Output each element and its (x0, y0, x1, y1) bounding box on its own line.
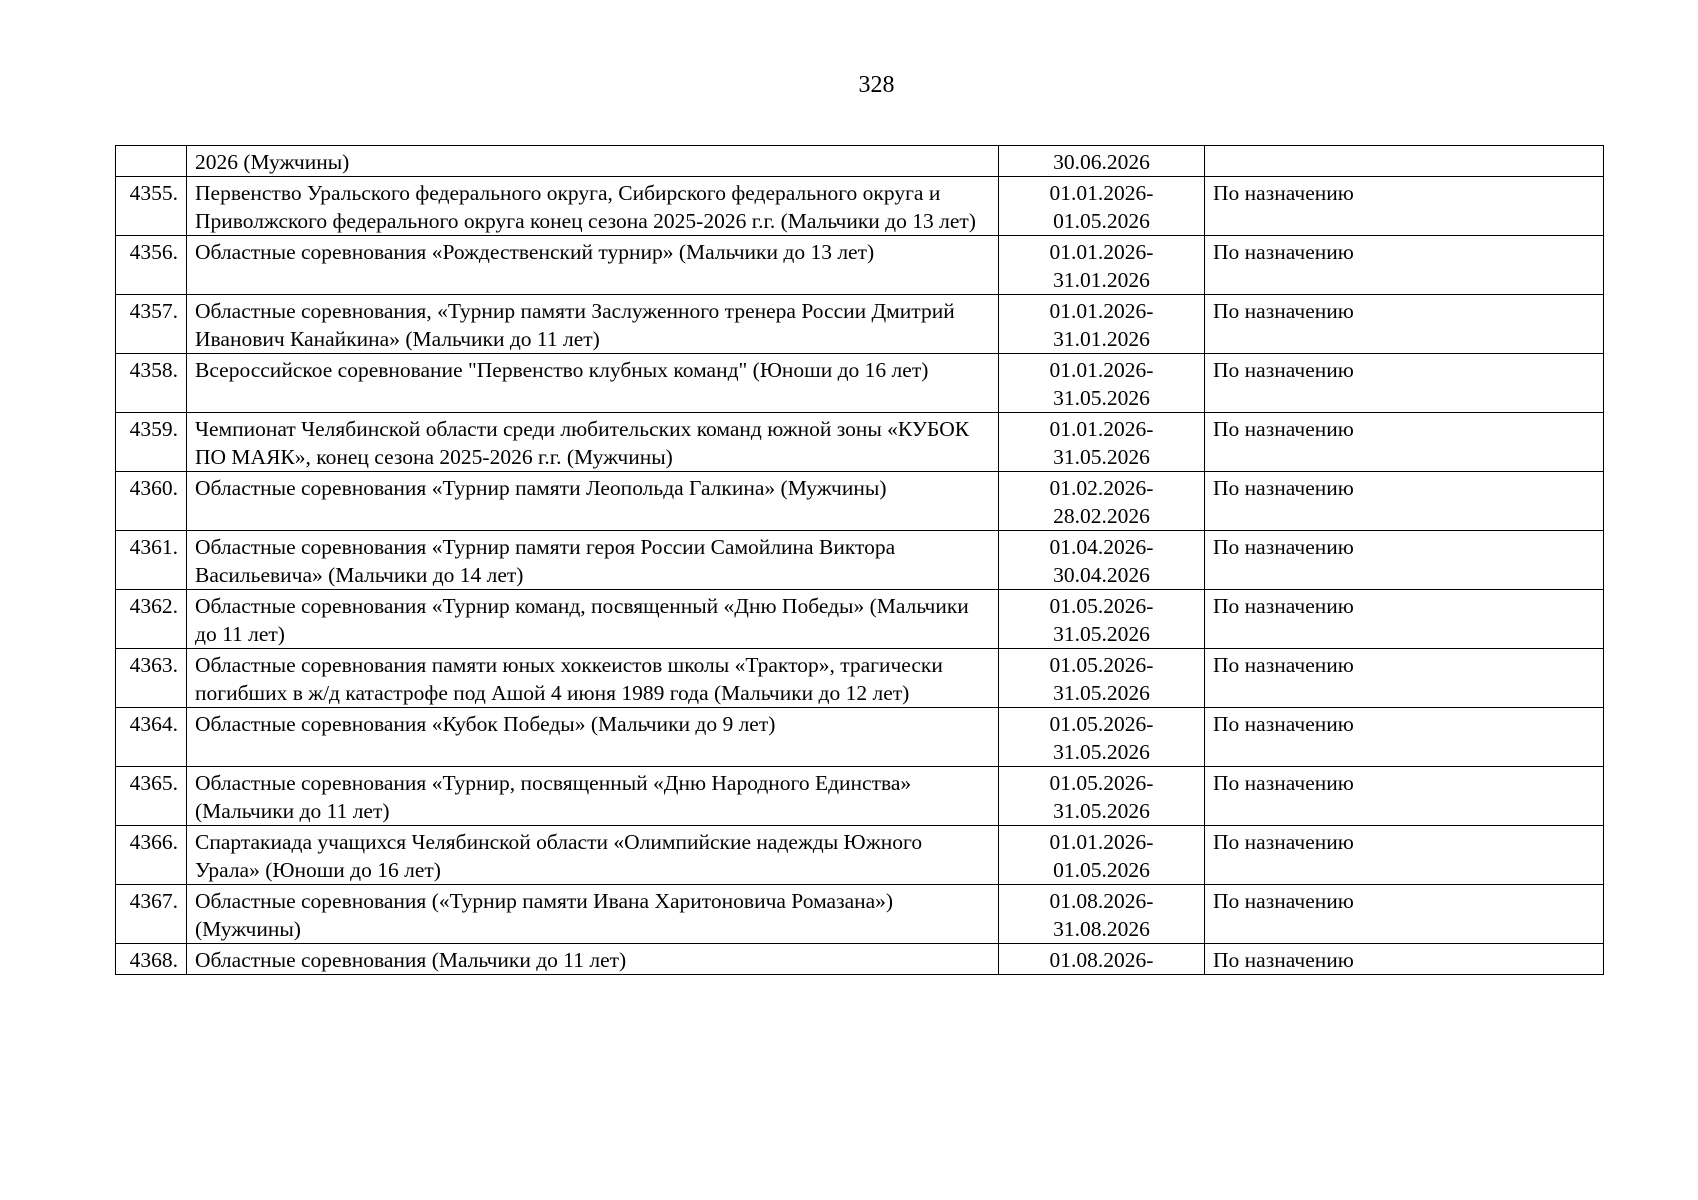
event-number: 4367. (116, 885, 187, 944)
event-place: По назначению (1205, 413, 1604, 472)
event-name: Областные соревнования («Турнир памяти Ивана Харитоновича Ромазана») (Мужчины) (187, 885, 999, 944)
event-place: По назначению (1205, 236, 1604, 295)
date-end: 31.01.2026 (1053, 327, 1150, 351)
event-name: Областные соревнования «Кубок Победы» (Мальчики до 9 лет) (187, 708, 999, 767)
event-number (116, 146, 187, 177)
event-name: Областные соревнования «Турнир команд, посвященный «Дню Победы» (Мальчики до 11 лет) (187, 590, 999, 649)
date-start: 30.06.2026 (1053, 150, 1150, 174)
event-name: Всероссийское соревнование "Первенство клубных команд" (Юноши до 16 лет) (187, 354, 999, 413)
table-row (116, 354, 1604, 413)
table-row (116, 767, 1604, 826)
date-start: 01.01.2026- (1049, 830, 1154, 854)
event-number: 4362. (116, 590, 187, 649)
event-dates (999, 472, 1205, 531)
event-dates (999, 177, 1205, 236)
event-place (1205, 146, 1604, 177)
event-number: 4360. (116, 472, 187, 531)
event-number: 4356. (116, 236, 187, 295)
date-end: 31.08.2026 (1053, 917, 1150, 941)
event-name: Областные соревнования, «Турнир памяти Заслуженного тренера России Дмитрий Иванович Канайкина» (Мальчики до 11 лет) (187, 295, 999, 354)
event-dates (999, 531, 1205, 590)
date-end: 28.02.2026 (1053, 504, 1150, 528)
date-start: 01.01.2026- (1049, 299, 1154, 323)
event-dates (999, 885, 1205, 944)
date-start: 01.05.2026- (1049, 771, 1154, 795)
event-number: 4359. (116, 413, 187, 472)
date-end: 31.05.2026 (1053, 740, 1150, 764)
event-place: По назначению (1205, 649, 1604, 708)
event-place: По назначению (1205, 944, 1604, 975)
event-place: По назначению (1205, 708, 1604, 767)
table-row (116, 885, 1604, 944)
date-start: 01.08.2026- (1049, 948, 1154, 972)
date-start: 01.05.2026- (1049, 712, 1154, 736)
event-place: По назначению (1205, 531, 1604, 590)
event-number: 4361. (116, 531, 187, 590)
date-start: 01.04.2026- (1049, 535, 1154, 559)
date-end: 31.01.2026 (1053, 268, 1150, 292)
event-place: По назначению (1205, 354, 1604, 413)
date-start: 01.01.2026- (1049, 417, 1154, 441)
table-row (116, 295, 1604, 354)
table-row (116, 146, 1604, 177)
event-place: По назначению (1205, 767, 1604, 826)
event-dates (999, 236, 1205, 295)
event-number: 4364. (116, 708, 187, 767)
date-end: 31.05.2026 (1053, 681, 1150, 705)
event-name: Областные соревнования памяти юных хоккеистов школы «Трактор», трагически погибших в ж/д катастрофе под Ашой 4 июня 1989 года (Мальчики до 12 лет) (187, 649, 999, 708)
events-table (115, 145, 1604, 975)
table-row (116, 177, 1604, 236)
date-start: 01.02.2026- (1049, 476, 1154, 500)
table-row (116, 649, 1604, 708)
table-row (116, 944, 1604, 975)
table-row (116, 413, 1604, 472)
event-name: Первенство Уральского федерального округа, Сибирского федерального округа и Приволжского федерального округа конец сезона 2025-2026 г.г. (Мальчики до 13 лет) (187, 177, 999, 236)
event-number: 4355. (116, 177, 187, 236)
event-dates (999, 146, 1205, 177)
event-name: Областные соревнования «Турнир памяти героя России Самойлина Виктора Васильевича» (Мальчики до 14 лет) (187, 531, 999, 590)
event-dates (999, 708, 1205, 767)
event-number: 4358. (116, 354, 187, 413)
event-dates (999, 590, 1205, 649)
event-place: По назначению (1205, 826, 1604, 885)
date-start: 01.05.2026- (1049, 653, 1154, 677)
date-start: 01.01.2026- (1049, 240, 1154, 264)
date-start: 01.01.2026- (1049, 358, 1154, 382)
event-number: 4365. (116, 767, 187, 826)
table-row (116, 708, 1604, 767)
event-name: Областные соревнования «Турнир памяти Леопольда Галкина» (Мужчины) (187, 472, 999, 531)
table-row (116, 826, 1604, 885)
page-number: 328 (858, 72, 895, 98)
event-place: По назначению (1205, 177, 1604, 236)
event-number: 4357. (116, 295, 187, 354)
event-place: По назначению (1205, 885, 1604, 944)
table-row (116, 590, 1604, 649)
table-row (116, 236, 1604, 295)
event-dates (999, 354, 1205, 413)
date-start: 01.05.2026- (1049, 594, 1154, 618)
event-name: Областные соревнования «Турнир, посвященный «Дню Народного Единства» (Мальчики до 11 лет) (187, 767, 999, 826)
date-end: 31.05.2026 (1053, 622, 1150, 646)
date-end: 01.05.2026 (1053, 858, 1150, 882)
event-number: 4363. (116, 649, 187, 708)
events-table-body (116, 146, 1604, 975)
event-name: 2026 (Мужчины) (187, 146, 999, 177)
event-name: Областные соревнования «Рождественский турнир» (Мальчики до 13 лет) (187, 236, 999, 295)
event-dates (999, 413, 1205, 472)
event-name: Чемпионат Челябинской области среди любительских команд южной зоны «КУБОК ПО МАЯК», конец сезона 2025-2026 г.г. (Мужчины) (187, 413, 999, 472)
event-place: По назначению (1205, 295, 1604, 354)
date-end: 30.04.2026 (1053, 563, 1150, 587)
event-name: Областные соревнования (Мальчики до 11 лет) (187, 944, 999, 975)
event-number: 4368. (116, 944, 187, 975)
date-start: 01.01.2026- (1049, 181, 1154, 205)
table-row (116, 472, 1604, 531)
date-end: 31.05.2026 (1053, 386, 1150, 410)
date-end: 31.05.2026 (1053, 799, 1150, 823)
table-row (116, 531, 1604, 590)
event-dates (999, 826, 1205, 885)
event-number: 4366. (116, 826, 187, 885)
event-place: По назначению (1205, 472, 1604, 531)
event-dates (999, 295, 1205, 354)
date-start: 01.08.2026- (1049, 889, 1154, 913)
event-place: По назначению (1205, 590, 1604, 649)
event-dates (999, 767, 1205, 826)
date-end: 01.05.2026 (1053, 209, 1150, 233)
date-end: 31.05.2026 (1053, 445, 1150, 469)
event-name: Спартакиада учащихся Челябинской области «Олимпийские надежды Южного Урала» (Юноши до 16 лет) (187, 826, 999, 885)
event-dates (999, 944, 1205, 975)
event-dates (999, 649, 1205, 708)
